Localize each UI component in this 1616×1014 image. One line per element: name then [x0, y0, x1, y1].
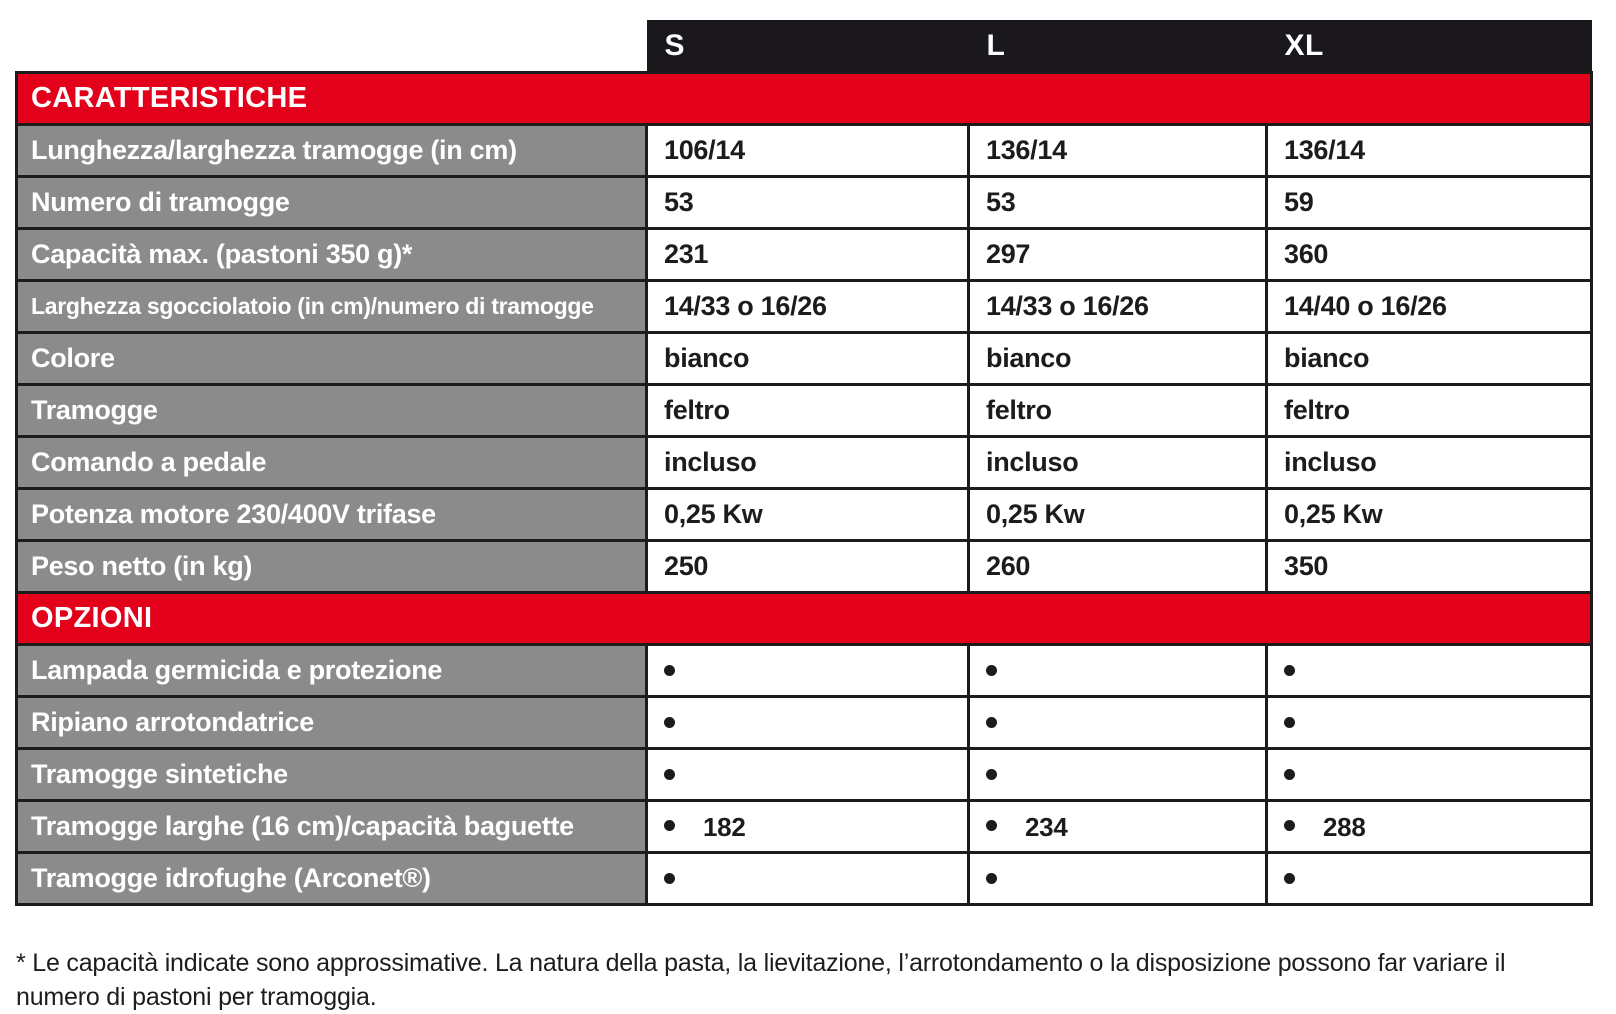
table-row — [17, 489, 1592, 541]
table-row — [17, 229, 1592, 281]
row-label: Colore — [17, 333, 647, 385]
row-value-xl: feltro — [1267, 385, 1592, 437]
row-value-l: 14/33 o 16/26 — [969, 281, 1267, 333]
section-header-caratteristiche — [17, 73, 1592, 125]
table-row — [17, 385, 1592, 437]
table-row — [17, 645, 1592, 697]
row-option-l — [969, 645, 1267, 697]
row-option-s — [647, 853, 969, 905]
row-value-l: incluso — [969, 437, 1267, 489]
row-option-xl: 288 — [1267, 801, 1592, 853]
size-header-xl: XL — [1267, 20, 1592, 73]
row-value-s: incluso — [647, 437, 969, 489]
row-label: Potenza motore 230/400V trifase — [17, 489, 647, 541]
row-value-xl: bianco — [1267, 333, 1592, 385]
row-value-xl: incluso — [1267, 437, 1592, 489]
row-value-s: bianco — [647, 333, 969, 385]
bullet-icon — [1284, 665, 1295, 676]
size-header-l: L — [969, 20, 1267, 73]
table-row — [17, 437, 1592, 489]
row-option-l: 234 — [969, 801, 1267, 853]
table-row — [17, 853, 1592, 905]
row-label: Tramogge sintetiche — [17, 749, 647, 801]
row-label: Capacità max. (pastoni 350 g)* — [17, 229, 647, 281]
row-value-s: 231 — [647, 229, 969, 281]
row-label: Lunghezza/larghezza tramogge (in cm) — [17, 125, 647, 177]
bullet-icon — [664, 665, 675, 676]
table-row — [17, 801, 1592, 853]
row-option-xl — [1267, 853, 1592, 905]
row-option-s — [647, 749, 969, 801]
bullet-icon — [986, 769, 997, 780]
specs-table — [15, 20, 1593, 906]
bullet-icon — [986, 665, 997, 676]
row-label: Ripiano arrotondatrice — [17, 697, 647, 749]
row-label: Comando a pedale — [17, 437, 647, 489]
row-label: Larghezza sgocciolatoio (in cm)/numero di tramogge — [17, 281, 647, 333]
row-value-s: 0,25 Kw — [647, 489, 969, 541]
footnote: * Le capacità indicate sono approssimative. La natura della pasta, la lievitazione, l’arrotondamento o la disposizione possono far variare il numero di pastoni per tramoggia. — [16, 949, 1506, 1011]
row-value-xl: 59 — [1267, 177, 1592, 229]
bullet-icon — [664, 717, 675, 728]
section-title: CARATTERISTICHE — [17, 73, 1592, 125]
row-value-l: bianco — [969, 333, 1267, 385]
row-option-s: 182 — [647, 801, 969, 853]
row-value-s: 14/33 o 16/26 — [647, 281, 969, 333]
row-label: Lampada germicida e protezione — [17, 645, 647, 697]
row-label: Peso netto (in kg) — [17, 541, 647, 593]
row-value-xl: 360 — [1267, 229, 1592, 281]
row-value-xl: 14/40 o 16/26 — [1267, 281, 1592, 333]
table-row — [17, 125, 1592, 177]
row-option-s — [647, 645, 969, 697]
bullet-icon — [1284, 873, 1295, 884]
size-header-s: S — [647, 20, 969, 73]
table-row — [17, 281, 1592, 333]
table-row — [17, 541, 1592, 593]
bullet-icon — [986, 820, 997, 831]
row-value-l: 260 — [969, 541, 1267, 593]
row-label: Numero di tramogge — [17, 177, 647, 229]
row-value-l: 297 — [969, 229, 1267, 281]
row-value-xl: 136/14 — [1267, 125, 1592, 177]
row-option-s — [647, 697, 969, 749]
bullet-icon — [664, 873, 675, 884]
bullet-icon — [664, 820, 675, 831]
row-value-l: 136/14 — [969, 125, 1267, 177]
row-value-s: 53 — [647, 177, 969, 229]
row-option-l — [969, 749, 1267, 801]
row-value-l: 0,25 Kw — [969, 489, 1267, 541]
bullet-icon — [1284, 717, 1295, 728]
bullet-icon — [986, 873, 997, 884]
table-row — [17, 749, 1592, 801]
bullet-icon — [664, 769, 675, 780]
row-option-xl — [1267, 749, 1592, 801]
row-value-l: feltro — [969, 385, 1267, 437]
row-label: Tramogge larghe (16 cm)/capacità baguette — [17, 801, 647, 853]
bullet-icon — [1284, 820, 1295, 831]
bullet-icon — [1284, 769, 1295, 780]
row-value-s: 106/14 — [647, 125, 969, 177]
table-row — [17, 333, 1592, 385]
row-option-xl — [1267, 645, 1592, 697]
row-option-xl — [1267, 697, 1592, 749]
size-header-row — [17, 20, 1592, 73]
row-value-xl: 350 — [1267, 541, 1592, 593]
row-option-l — [969, 697, 1267, 749]
section-title: OPZIONI — [17, 593, 1592, 645]
row-label: Tramogge idrofughe (Arconet®) — [17, 853, 647, 905]
bullet-icon — [986, 717, 997, 728]
row-value-s: feltro — [647, 385, 969, 437]
row-label: Tramogge — [17, 385, 647, 437]
corner-spacer — [17, 20, 647, 73]
row-value-s: 250 — [647, 541, 969, 593]
section-header-opzioni — [17, 593, 1592, 645]
table-row — [17, 177, 1592, 229]
row-value-xl: 0,25 Kw — [1267, 489, 1592, 541]
table-row — [17, 697, 1592, 749]
row-option-l — [969, 853, 1267, 905]
row-value-l: 53 — [969, 177, 1267, 229]
